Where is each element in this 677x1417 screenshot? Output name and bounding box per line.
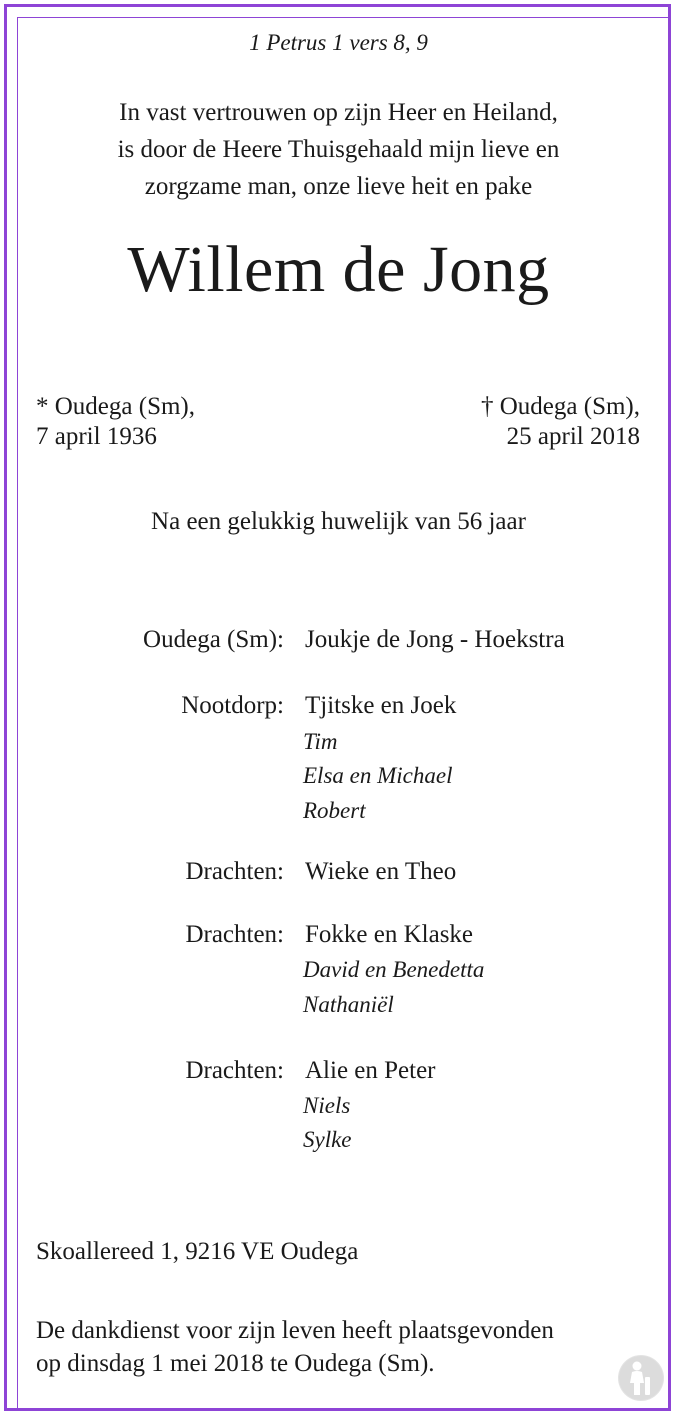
marriage-text: Na een gelukkig huwelijk van 56 jaar (151, 508, 526, 535)
grandchild-name: Robert (303, 798, 366, 823)
birth-date: 7 april 1936 (36, 423, 157, 450)
birth-info (36, 392, 195, 452)
family-place: Drachten: (185, 858, 284, 885)
family-names: Alie en Peter (305, 1057, 436, 1084)
bible-verse: 1 Petrus 1 vers 8, 9 (249, 30, 428, 55)
family-place: Oudega (Sm): (143, 626, 284, 653)
person-silhouette-logo-icon (618, 1355, 664, 1401)
family-names: Fokke en Klaske (305, 921, 474, 948)
home-address: Skoallereed 1, 9216 VE Oudega (36, 1238, 359, 1265)
death-info (481, 392, 640, 452)
grandchild-name: David en Benedetta (303, 957, 485, 982)
death-date: 25 april 2018 (506, 423, 640, 450)
family-names: Joukje de Jong - Hoekstra (305, 626, 565, 653)
grandchild-name: Sylke (303, 1127, 352, 1152)
grandchild-name: Nathaniël (303, 992, 394, 1017)
intro-text (0, 94, 677, 205)
intro-line: is door de Heere Thuisgehaald mijn lieve en (117, 136, 560, 163)
family-place: Drachten: (185, 921, 284, 948)
family-names: Wieke en Theo (305, 858, 457, 885)
family-place: Drachten: (185, 1057, 284, 1084)
birth-place: * Oudega (Sm), (36, 393, 195, 420)
grandchild-name: Elsa en Michael (303, 763, 453, 788)
family-names: Tjitske en Joek (305, 692, 457, 719)
death-place: † Oudega (Sm), (481, 393, 640, 420)
intro-line: In vast vertrouwen op zijn Heer en Heiland, (119, 99, 558, 126)
family-place: Nootdorp: (181, 692, 284, 719)
grandchild-name: Niels (303, 1093, 351, 1118)
intro-line: zorgzame man, onze lieve heit en pake (144, 173, 533, 200)
grandchild-name: Tim (303, 729, 338, 754)
service-text (36, 1314, 554, 1380)
deceased-name: Willem de Jong (127, 233, 550, 306)
service-line: op dinsdag 1 mei 2018 te Oudega (Sm). (36, 1350, 435, 1377)
service-line: De dankdienst voor zijn leven heeft plaatsgevonden (36, 1317, 554, 1344)
